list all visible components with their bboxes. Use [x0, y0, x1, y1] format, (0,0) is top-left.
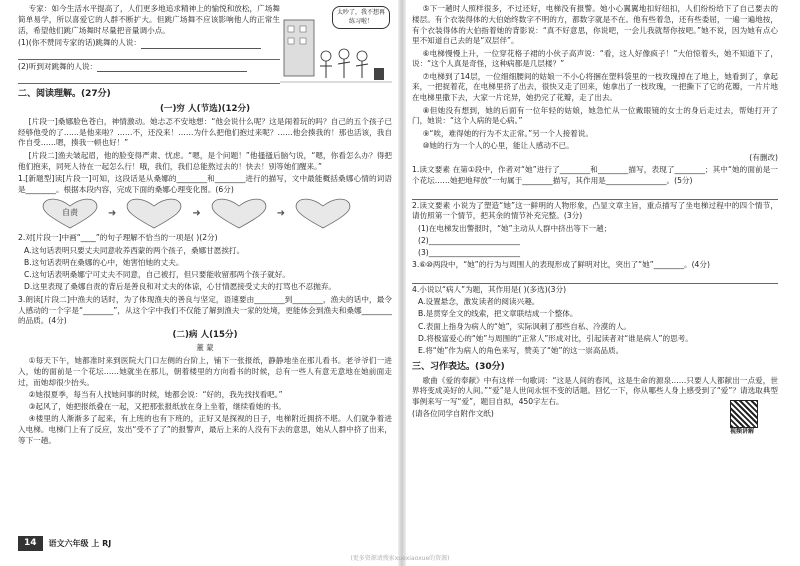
right-question-2-item-2[interactable]: (2)________________________ — [418, 235, 520, 245]
answer-line[interactable] — [97, 63, 247, 72]
right-question-4-option-d[interactable]: D.将极富爱心的“她”与周围的“正常人”形成对比，引起读者对“谁是病人”的思考。 — [418, 333, 693, 343]
section-3-title: 三、习作表达。(30分) — [412, 361, 505, 372]
question-3: 3.朗读[片段二]中渔夫的话时，为了体现渔夫的善良与坚定，语速要由________到________，渔夫的话中，最令人感动的一个字是“________”，从这个字中我们不仅能了解到渔夫一家的处境，更能体会到渔夫和桑娜________的品质。(4分) — [18, 294, 392, 326]
question-2-option-b[interactable]: B.这句话表明在桑娜的心中，她害怕她的丈夫。 — [24, 257, 184, 267]
right-question-3: 3.⑥⑩两段中，“她”的行为与周围人的表现形成了鲜明对比，突出了“她”________。(4分) — [412, 260, 710, 270]
passage-1-paragraph-2: [片段二]渔夫皱起眉，他的脸变得严肃、忧虑。“嗯，是个问题！”他搔搔后脑勺说，“嗯，你看怎么办？得把他们抱来，同死人待在一起怎么行！哦，我们，我们总能熬过去的！快去！别等她们醒来。” — [18, 150, 392, 171]
heart-icon — [291, 198, 355, 230]
passage-2-paragraph-10: ⑩她的行为一个人的心里，能让人感动不已。 — [422, 140, 574, 150]
passage-2-paragraph-2: ②她很夏季，每当有人找她问事的时候，她都会说：“好的，我先找找看吧。” — [28, 389, 283, 399]
page-footer — [18, 536, 111, 551]
intro-question-2 — [18, 62, 280, 73]
intro-question-1-text: (1)(你不赞同专家的话)跳舞的人说： — [18, 37, 141, 47]
left-page — [18, 4, 392, 560]
passage-2-paragraph-8: ⑧但她没有想到，她的后面有一位年轻的姑娘，她急忙从一位戴眼镜的女士的身后走过去，帮她打开了门，她说：“这个人病的是心病。” — [412, 105, 778, 126]
heart-shape[interactable] — [207, 198, 271, 230]
essay-prompt: 歌曲《爱的奉献》中有这样一句歌词：“这是人间的春风，这是生命的源泉……只要人人都献出一点爱，世界将变成美好的人间。”“爱”是人世间永恒不变的话题。回忆一下，你从哪些人身上感受到了“爱”？请选取典型事例来写一写“爱”，题目自拟，450字左右。 — [412, 375, 778, 407]
intro-question-1 — [18, 38, 280, 49]
right-question-2-item-1: (1)在电梯发出警报时，“她”主动从人群中挤出等下一趟； — [418, 223, 612, 233]
right-question-1: 1.读文要素 在第①段中，作者对“她”进行了________和________描写，表现了________；其中“她的面前是一个花坛……她把地拜放”一句属于________描写，其作用是________________。(5分) — [412, 165, 778, 186]
qr-label: 视频讲解 — [730, 428, 755, 435]
question-1: 1.[新题型]读[片段一]可知，这段话是从桑娜的________和________进行的描写，文中最能概括桑娜心情的词语是________。根据本段内容，完成下面的桑娜心理变化图。(6分) — [18, 173, 392, 194]
right-question-2-item-3[interactable]: (3)________________________ — [418, 248, 520, 258]
passage-2-paragraph-1: ①每天下午，她都准时来到医院大门口左侧的台阶上，铺下一张报纸，静静地坐在那儿看书。老爷爷们一进入，她的面前是一个花坛……她就坐在那儿，朝着楼里的方向看书的时候，总有一些人有意无意地在她前面走过，而她却很少抬头。 — [18, 355, 392, 387]
question-2-option-d[interactable]: D.这里表现了桑娜自责的背后是善良和对丈夫的体谅，心甘情愿接受丈夫的打骂也不忍抛弃。 — [24, 282, 337, 292]
right-question-4-option-a[interactable]: A.设置悬念，激发读者的阅读兴趣。 — [418, 296, 540, 306]
passage-1-title: (一)穷 人(节选)(12分) — [159, 103, 251, 114]
right-question-4-option-b[interactable]: B.是贯穿全文的线索，把文章联结成一个整体。 — [418, 309, 578, 319]
answer-line-extra[interactable] — [18, 50, 280, 60]
speech-bubble: 太吵了，我不想再练习啦！ — [332, 6, 390, 29]
arrow-right-icon: ➜ — [192, 208, 201, 220]
arrow-right-icon: ➜ — [276, 208, 286, 220]
question-2-option-c[interactable]: C.这句话表明桑娜宁可丈夫不同意，自己被打，但只要能收留那两个孩子就好。 — [24, 270, 290, 280]
right-question-4: 4.小说以“病人”为题，其作用是( )(多选)(3分) — [412, 284, 567, 294]
passage-2-paragraph-5: ⑤下一趟时人照样很多，不过还好，电梯没有报警。她小心翼翼地扣好纽扣，人们纷纷给下了自己要去的楼层。有个衣装得体的大伯始终数字不明的方，都数字就是不在。他有些着急，还有些委屈，一遍一遍地按，有个衣装得体的大伯指着她的背影说：“真不好意思，你说吧，一会儿我就帮你按吧。”她不说，因为她有点心里不知道自己去的是“双层伴”。 — [412, 4, 778, 46]
intro-block — [18, 4, 280, 84]
right-question-2: 2.读文要素 小说为了塑造“她”这一鲜明的人物形象，凸显文章主旨，重点描写了坐电梯过程中的四个情节，请仿照第一个情节，把其余的情节补充完整。(3分) — [412, 200, 778, 221]
heart-icon — [207, 198, 271, 230]
page-number: 14 — [18, 536, 43, 551]
book-spine — [398, 0, 406, 566]
right-page — [412, 4, 778, 560]
question-2-option-a[interactable]: A.这句话表明只要丈夫同意收养西蒙的两个孩子，桑娜甘愿挨打。 — [24, 245, 245, 255]
source-note: (有删改) — [749, 153, 778, 163]
heart-shape[interactable] — [122, 198, 186, 230]
heart-diagram — [38, 198, 392, 230]
passage-2-title: (二)病 人(15分) — [172, 330, 238, 341]
heart-label: 自责 — [62, 208, 78, 218]
passage-2-paragraph-6: ⑥电梯慢慢上升，一位穿花格子裙的小伙子高声说：“看，这人好像疯子！”大伯惊着头，她不知道下了，说：“这个人真是奇怪，这种病都是几层楼？” — [412, 48, 778, 69]
passage-2-paragraph-9: ⑨“唉，难得她的行为不太正常。”另一个人接着说。 — [422, 128, 593, 138]
right-question-4-block — [412, 285, 712, 357]
right-question-4-option-e[interactable]: E.将“她”作为病人的角色来写，赞美了“她”的这一崇高品质。 — [418, 346, 624, 356]
heart-shape — [38, 198, 102, 230]
intro-question-2-text: (2)听到对跳舞的人说： — [18, 61, 98, 71]
question-2: 2.对[片段一]中画“____”的句子理解不恰当的一项是( )(2分) — [18, 233, 218, 243]
passage-2-paragraph-4: ④楼里的人渐渐多了起来，有上班的也有下班的，正好又是探视的日子，电梯附近拥挤不堪。人们就争着进入电梯。电梯门上有了反应，发出“受不了了”的报警声，最后上来的人没有下去的意思，她从人群中挤了出来，等下一趟。 — [18, 414, 392, 445]
essay-note: (请各位同学自附作文纸) — [412, 409, 494, 419]
answer-line-extra[interactable] — [18, 74, 280, 84]
book-title: 语文六年级 上 RJ — [48, 538, 112, 548]
answer-line[interactable] — [141, 40, 261, 49]
section-2-title: 二、阅读理解。(27分) — [18, 88, 111, 99]
passage-1-paragraph-1: [片段一]桑娜脸色苍白，神情激动。她忐忑不安地想：“他会说什么呢？这是闹着玩的吗？自己的五个孩子已经够他受的了……是他来啦？……不，还没来！……为什么把他们抱过来呢？……他会揍我的！那也活该，我自作自受……嗯，揍我一顿也好！” — [18, 116, 392, 148]
answer-line[interactable] — [412, 273, 778, 284]
square-dance-illustration — [280, 6, 392, 94]
passage-2-paragraph-3: ③起风了，她把报纸叠在一起，又把那张报纸放在身上坐着，继续看她的书。 — [28, 402, 287, 412]
watermark-text: (更多资源请搜索xuexiaoxue的资源) — [350, 555, 450, 562]
passage-2-author: 董 蒙 — [196, 343, 214, 353]
intro-paragraph: 专家：如今生活水平提高了，人们更多地追求精神上的愉悦和放松，广场舞简单易学，所以喜爱它的人群不断扩大。但跳广场舞不应该影响他人的正常生活，希望他们跳广场舞时尽量把音量调小点。 — [18, 4, 280, 35]
heart-icon — [122, 198, 186, 230]
right-question-4-option-c[interactable]: C.表面上指身为病人的“她”，实际讽刺了那些自私、冷漠的人。 — [418, 321, 632, 331]
passage-2-paragraph-7: ⑦电梯到了14层，一位细细腰间的姑娘一不小心将捆在塑料袋里的一枝玫瑰掉在了地上，她看到了，拿起来，一把捉着花，在电梯里挤了出去，很快又走了回来，她拿出了一枝玫瑰，一把撕下了它的花瓣，一片片地在电梯里撒下去，大家一片诧异，她扔完了花瓣，走了出去。 — [412, 71, 778, 103]
arrow-right-icon: ➜ — [108, 208, 117, 220]
answer-line[interactable] — [412, 189, 778, 200]
heart-shape[interactable] — [291, 198, 355, 230]
qr-code-block[interactable] — [730, 400, 776, 437]
qr-code-icon[interactable] — [730, 400, 758, 428]
